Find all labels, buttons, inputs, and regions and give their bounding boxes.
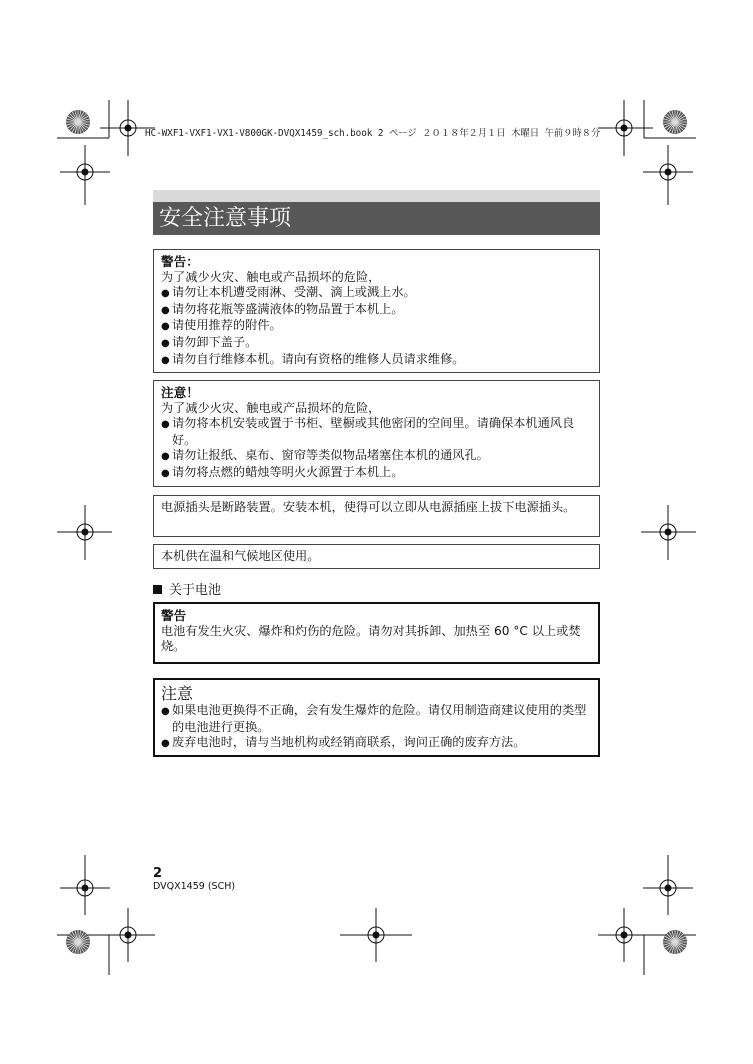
battery-caution-heading: 注意 xyxy=(161,684,194,703)
caution-intro: 为了减少火灾、触电或产品损坏的危险， xyxy=(161,400,381,415)
temperature-value: 60 °C xyxy=(493,623,528,638)
print-header: HC-WXF1-VXF1-VX1-V800GK-DVQX1459_sch.book 2 ページ ２０１８年２月１日 木曜日 午前９時８分 xyxy=(145,128,601,139)
bullet-icon: ● xyxy=(161,451,170,463)
battery-warning-box xyxy=(153,602,600,664)
bullet-icon: ● xyxy=(161,337,170,349)
page-number: 2 xyxy=(153,866,163,881)
caution-heading: 注意！ xyxy=(161,385,199,400)
battery-warning-text: 电池有发生火灾、爆炸和灼伤的危险。请勿对其拆卸、加热至 60 °C 以上或焚烧。 xyxy=(161,623,581,654)
battery-caution-box xyxy=(153,678,600,757)
bullet-icon: ● xyxy=(161,288,170,300)
list-item: ● 请勿让本机遭受雨淋、受潮、滴上或溅上水。 xyxy=(161,285,593,302)
list-item: ● 请勿将花瓶等盛满液体的物品置于本机上。 xyxy=(161,302,593,319)
bullet-icon: ● xyxy=(161,738,170,750)
battery-warning-heading: 警告 xyxy=(161,608,187,623)
warning-heading: 警告： xyxy=(161,254,199,269)
bullet-icon: ● xyxy=(161,467,170,479)
bullet-icon: ● xyxy=(161,304,170,316)
bullet-icon: ● xyxy=(161,419,170,431)
list-item: ● 废弃电池时，请与当地机构或经销商联系，询问正确的废弃方法。 xyxy=(161,735,592,752)
warning-intro: 为了减少火灾、触电或产品损坏的危险， xyxy=(161,269,381,284)
square-bullet-icon xyxy=(153,585,162,594)
title-top-band xyxy=(153,190,600,202)
list-item: ● 请勿自行维修本机。请向有资格的维修人员请求维修。 xyxy=(161,352,593,369)
warning-box xyxy=(153,249,600,373)
list-item: ● 请勿让报纸、桌布、窗帘等类似物品堵塞住本机的通风孔。 xyxy=(161,448,593,465)
bullet-icon: ● xyxy=(161,706,170,717)
list-item: ● 如果电池更换得不正确，会有发生爆炸的危险。请仅用制造商建议使用的类型的电池进行更换。 xyxy=(161,703,587,734)
list-item: ● 请勿将本机安装或置于书柜、壁橱或其他密闭的空间里。请确保本机通风良好。 xyxy=(161,416,575,447)
bullet-icon: ● xyxy=(161,321,170,333)
page-title: 安全注意事项 xyxy=(153,202,600,235)
model-code: DVQX1459 (SCH) xyxy=(153,881,236,892)
climate-note: 本机供在温和气候地区使用。 xyxy=(153,544,600,569)
battery-section-heading: 关于电池 xyxy=(153,579,221,598)
list-item: ● 请勿将点燃的蜡烛等明火火源置于本机上。 xyxy=(161,465,593,482)
power-plug-note: 电源插头是断路装置。安装本机，使得可以立即从电源插座上拔下电源插头。 xyxy=(153,495,600,537)
list-item: ● 请勿卸下盖子。 xyxy=(161,335,593,352)
list-item: ● 请使用推荐的附件。 xyxy=(161,318,593,335)
bullet-icon: ● xyxy=(161,354,170,366)
caution-box xyxy=(153,380,600,487)
